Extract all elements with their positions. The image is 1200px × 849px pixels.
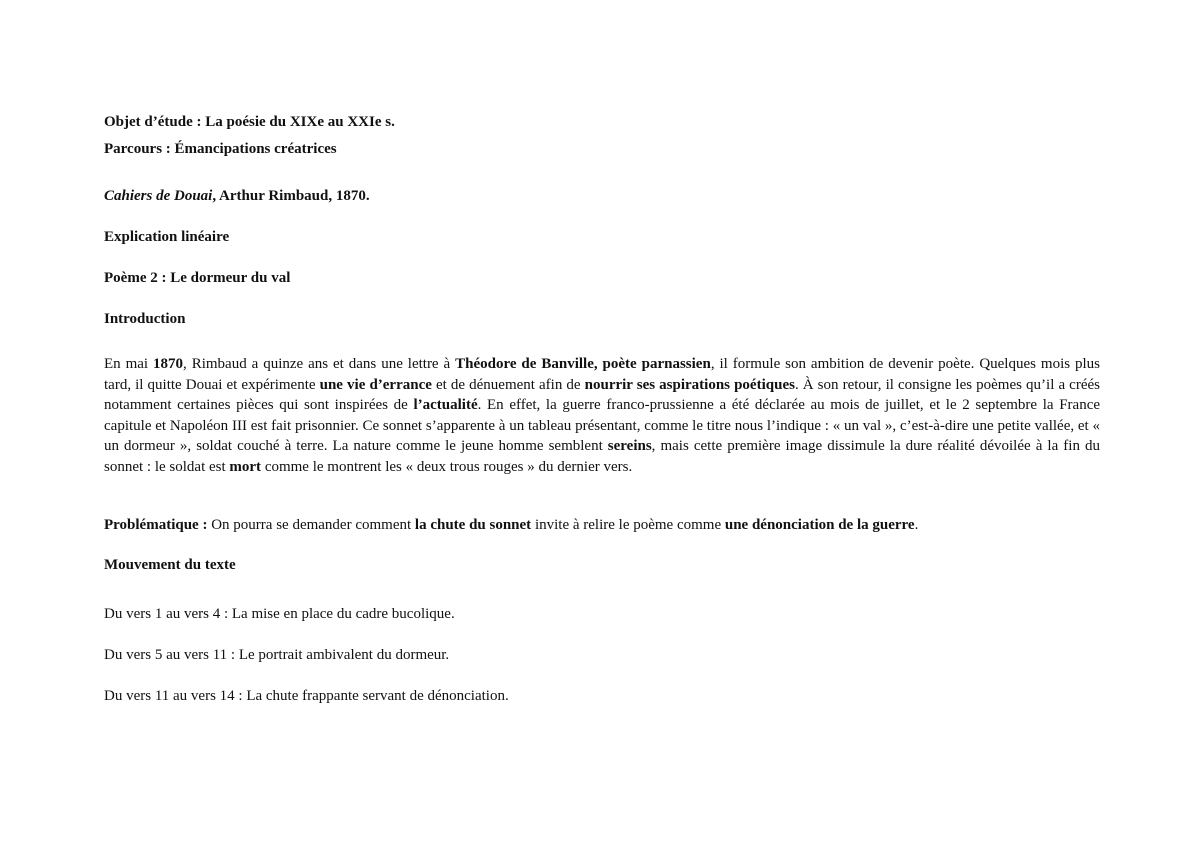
objet-value: La poésie du XIXe au XXIe s. (205, 114, 395, 130)
intro-bold-5: l’actualité (413, 397, 478, 413)
intro-text-4: et de dénuement afin de (431, 376, 585, 393)
problematique-text-1: On pourra se demander comment (207, 517, 415, 533)
work-title: Cahiers de Douai (104, 188, 213, 204)
intro-text-5: . À son retour, il consigne les poèmes qu’il a créés notamment certaines pièces qui sont inspirées de (104, 376, 1100, 413)
intro-bold-3: une vie d’errance (319, 376, 432, 393)
explication-heading: Explication linéaire (104, 229, 230, 245)
mouvement-item-3: Du vers 11 au vers 14 : La chute frappante servant de dénonciation. (104, 688, 509, 704)
intro-text-7: , mais cette première image dissimule la dure réalité dévoilée à la fin du sonnet : le soldat est (104, 438, 1100, 475)
intro-bold-1: 1870 (153, 356, 184, 372)
objet-etude (104, 112, 395, 132)
intro-bold-7: mort (229, 458, 262, 475)
introduction-heading: Introduction (104, 311, 186, 327)
problematique-text-3: . (914, 517, 919, 533)
intro-text-2: , Rimbaud a quinze ans et dans une lettre à (183, 356, 456, 372)
parcours (104, 139, 337, 159)
problematique-label: Problématique : (104, 517, 208, 533)
mouvement-item-2: Du vers 5 au vers 11 : Le portrait ambivalent du dormeur. (104, 647, 450, 663)
problematique-bold-2: une dénonciation de la guerre (724, 517, 915, 533)
problematique-bold-1: la chute du sonnet (414, 517, 532, 533)
parcours-value: Émancipations créatrices (174, 141, 337, 157)
objet-label: Objet d’étude : (104, 114, 202, 130)
intro-bold-6: sereins (607, 438, 652, 454)
problematique (104, 515, 918, 535)
problematique-text-2: invite à relire le poème comme (531, 517, 725, 533)
source-author-year: , Arthur Rimbaud, 1870. (212, 188, 370, 204)
parcours-label: Parcours : (104, 141, 171, 157)
source-reference (104, 186, 370, 206)
introduction-paragraph (104, 354, 1100, 477)
intro-bold-4: nourrir ses aspirations poétiques (584, 376, 795, 393)
poem-title: Poème 2 : Le dormeur du val (104, 270, 291, 286)
mouvement-item-1: Du vers 1 au vers 4 : La mise en place du cadre bucolique. (104, 606, 455, 622)
intro-text-1: En mai (104, 356, 154, 372)
intro-text-3: , il formule son ambition de devenir poète. Quelques mois plus tard, il quitte Douai et expérimente (104, 356, 1100, 393)
mouvement-heading: Mouvement du texte (104, 557, 236, 573)
intro-text-6: . En effet, la guerre franco-prussienne a été déclarée au mois de juillet, et le 2 septembre la France capitule et Napoléon III est fait prisonnier. Ce sonnet s’apparente à un tableau présentant, comme le titre nous l’indique : « un val », c’est-à-dire une petite vallée, et « un dormeur », soldat couché à terre. La nature comme le jeune homme semblent (104, 397, 1101, 454)
intro-bold-2: Théodore de Banville, poète parnassien (455, 356, 711, 372)
intro-text-8: comme le montrent les « deux trous rouges » du dernier vers. (261, 458, 633, 475)
